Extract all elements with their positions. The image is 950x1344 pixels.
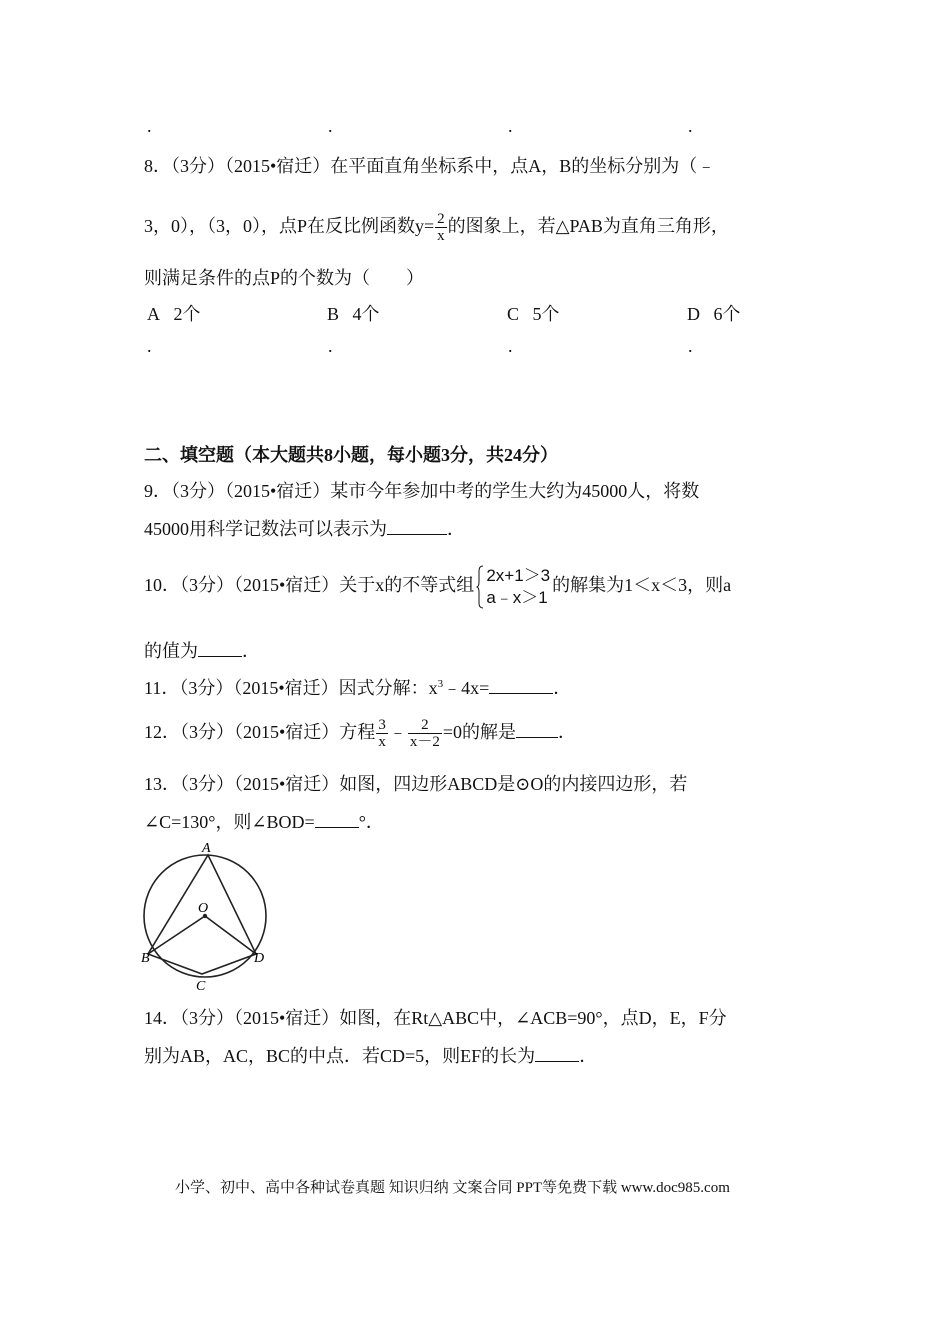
q11-end: ． xyxy=(553,678,572,698)
option-text: 6个 xyxy=(713,304,741,324)
q13-line2-pre: ∠C=130°，则∠BOD= xyxy=(144,812,315,832)
answer-blank xyxy=(198,640,242,657)
label-b: B xyxy=(141,951,150,966)
q12-line xyxy=(144,712,576,752)
q12-minus: ﹣ xyxy=(388,722,407,742)
q8-line1: 8．（3分）（2015•宿迁）在平面直角坐标系中，点A，B的坐标分别为（﹣ xyxy=(144,156,716,176)
answer-blank xyxy=(489,677,553,694)
q12-f2-den: x－2 xyxy=(409,733,440,750)
option-letter: D xyxy=(687,304,700,324)
q10-end: ． xyxy=(242,641,260,661)
q12-end: ． xyxy=(557,722,576,742)
label-o: O xyxy=(198,901,209,916)
answer-blank xyxy=(315,811,359,828)
circle-quadrilateral-figure xyxy=(138,836,278,996)
q8-fraction-den: x xyxy=(437,227,445,244)
q12-post: =0的解是 xyxy=(442,722,516,742)
q8-fraction xyxy=(435,212,447,244)
q8-line2-post: 的图象上，若△PAB为直角三角形， xyxy=(447,216,729,236)
q14-line2 xyxy=(144,1042,597,1068)
q12-fraction-1 xyxy=(376,718,388,750)
q10-ineq1: 2x+1＞3 xyxy=(486,565,551,585)
q11-line xyxy=(144,674,571,700)
option-dot-d: . xyxy=(688,336,693,356)
q11-post: ﹣4x= xyxy=(443,678,490,698)
label-c: C xyxy=(196,979,206,994)
option-dot-a: . xyxy=(147,116,152,136)
option-text: 4个 xyxy=(352,304,380,324)
footer-text: 小学、初中、高中各种试卷真题 知识归纳 文案合同 PPT等免费下载 www.doc985.com xyxy=(175,1180,730,1196)
q14-line2-text: 别为AB，AC，BC的中点．若CD=5，则EF的长为 xyxy=(144,1046,536,1066)
q12-f1-num: 3 xyxy=(378,716,386,733)
q10-pre: 10．（3分）（2015•宿迁）关于x的不等式组 xyxy=(144,575,475,595)
q13-line2 xyxy=(144,808,384,834)
label-d: D xyxy=(254,951,265,966)
left-brace-icon xyxy=(476,565,484,609)
q8-option-d xyxy=(687,300,741,326)
q11-pre: 11．（3分）（2015•宿迁）因式分解：x xyxy=(144,678,438,698)
option-letter: A xyxy=(147,304,160,324)
q8-line3: 则满足条件的点P的个数为（ ） xyxy=(144,268,425,288)
label-a: A xyxy=(202,841,211,856)
q9-end: ． xyxy=(447,519,465,539)
q13-line1: 13．（3分）（2015•宿迁）如图，四边形ABCD是⊙O的内接四边形，若 xyxy=(144,774,688,794)
q13-line2-post: °． xyxy=(358,812,384,832)
answer-blank xyxy=(516,721,558,738)
q9-line2 xyxy=(144,515,465,541)
q12-f1-den: x xyxy=(378,733,386,750)
option-letter: C xyxy=(507,304,520,324)
q10-line2 xyxy=(144,637,260,663)
option-dot-b: . xyxy=(328,336,333,356)
option-dot-d: . xyxy=(688,116,693,136)
option-text: 2个 xyxy=(173,304,201,324)
q9-line2-text: 45000用科学记数法可以表示为 xyxy=(144,519,387,539)
q8-line2 xyxy=(144,208,729,244)
q10-post: 的解集为1＜x＜3，则a xyxy=(552,575,732,595)
q8-option-c xyxy=(507,300,560,326)
q10-line2-text: 的值为 xyxy=(144,641,198,661)
answer-blank xyxy=(387,518,447,535)
q12-f2-num: 2 xyxy=(421,716,429,733)
q8-option-b xyxy=(327,300,380,326)
q14-line1: 14．（3分）（2015•宿迁）如图，在Rt△ABC中，∠ACB=90°，点D，E，F分 xyxy=(144,1008,727,1028)
inequality-system xyxy=(476,565,550,609)
q8-option-a xyxy=(147,300,201,326)
option-dot-c: . xyxy=(508,116,513,136)
section-heading: 二、填空题（本大题共8小题，每小题3分，共24分） xyxy=(144,445,558,465)
q8-line2-pre: 3，0），（3，0），点P在反比例函数y= xyxy=(144,216,435,236)
q11-sup: 3 xyxy=(437,678,444,690)
q8-fraction-num: 2 xyxy=(437,210,445,227)
option-letter: B xyxy=(327,304,340,324)
q10-line1 xyxy=(144,560,731,610)
q14-end: ． xyxy=(579,1046,598,1066)
option-dot-b: . xyxy=(328,116,333,136)
q12-pre: 12．（3分）（2015•宿迁）方程 xyxy=(144,722,376,742)
q12-fraction-2 xyxy=(408,718,442,750)
q9-line1: 9．（3分）（2015•宿迁）某市今年参加中考的学生大约为45000人，将数 xyxy=(144,481,700,501)
option-text: 5个 xyxy=(532,304,560,324)
option-dot-c: . xyxy=(508,336,513,356)
answer-blank xyxy=(535,1045,579,1062)
option-dot-a: . xyxy=(147,336,152,356)
q10-ineq2: a﹣x＞1 xyxy=(486,587,548,607)
